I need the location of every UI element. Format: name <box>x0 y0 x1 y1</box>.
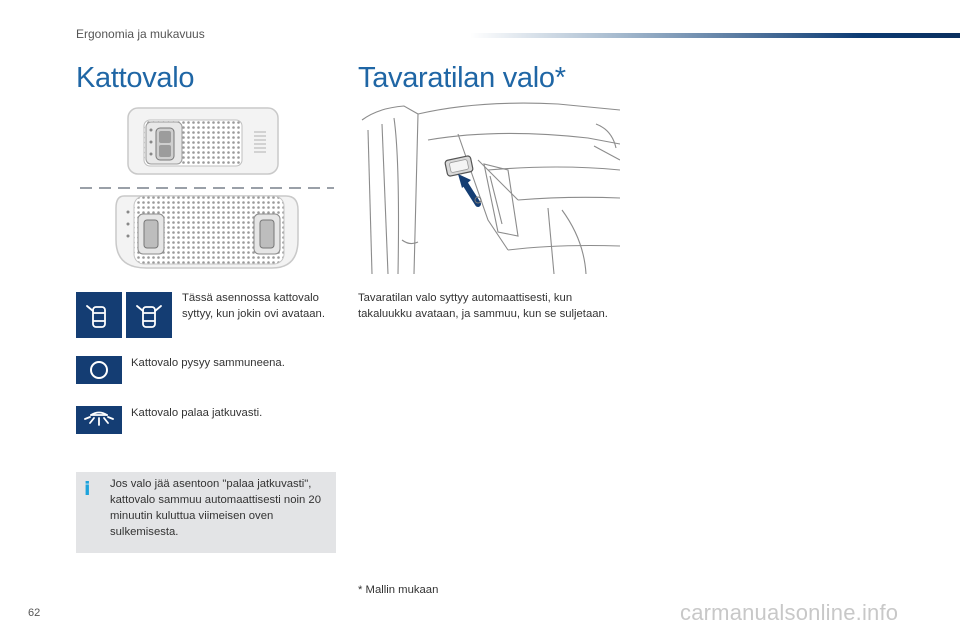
info-icon: i <box>84 478 91 500</box>
trunk-light-text: Tavaratilan valo syttyy automaattisesti, kun takaluukku avataan, ja sammuu, kun se suljetaan. <box>358 292 608 320</box>
mode-door-text: Tässä asennossa kattovalo syttyy, kun jokin ovi avataan. <box>182 292 325 320</box>
door-open-left-icon <box>76 292 122 338</box>
kattovalo-title: Kattovalo <box>76 62 195 94</box>
light-on-icon <box>76 406 122 434</box>
trunk-light-illustration <box>358 100 620 275</box>
header-bar <box>470 33 960 38</box>
watermark: carmanualsonline.info <box>680 600 899 625</box>
mode-off-text: Kattovalo pysyy sammuneena. <box>131 357 285 369</box>
ceiling-light-illustration <box>76 100 338 275</box>
circle-off-icon <box>76 356 122 384</box>
page-number: 62 <box>28 607 41 619</box>
tavaratilan-valo-title: Tavaratilan valo* <box>358 62 566 94</box>
mode-on-text: Kattovalo palaa jatkuvasti. <box>131 407 263 419</box>
door-open-right-icon <box>126 292 172 338</box>
section-header: Ergonomia ja mukavuus <box>76 27 205 41</box>
info-note-text: Jos valo jää asentoon "palaa jatkuvasti", kattovalo sammuu automaattisesti noin 20 minuutin kuluttua viimeisen oven sulkemisesta. <box>110 478 321 538</box>
footnote: * Mallin mukaan <box>358 584 439 596</box>
